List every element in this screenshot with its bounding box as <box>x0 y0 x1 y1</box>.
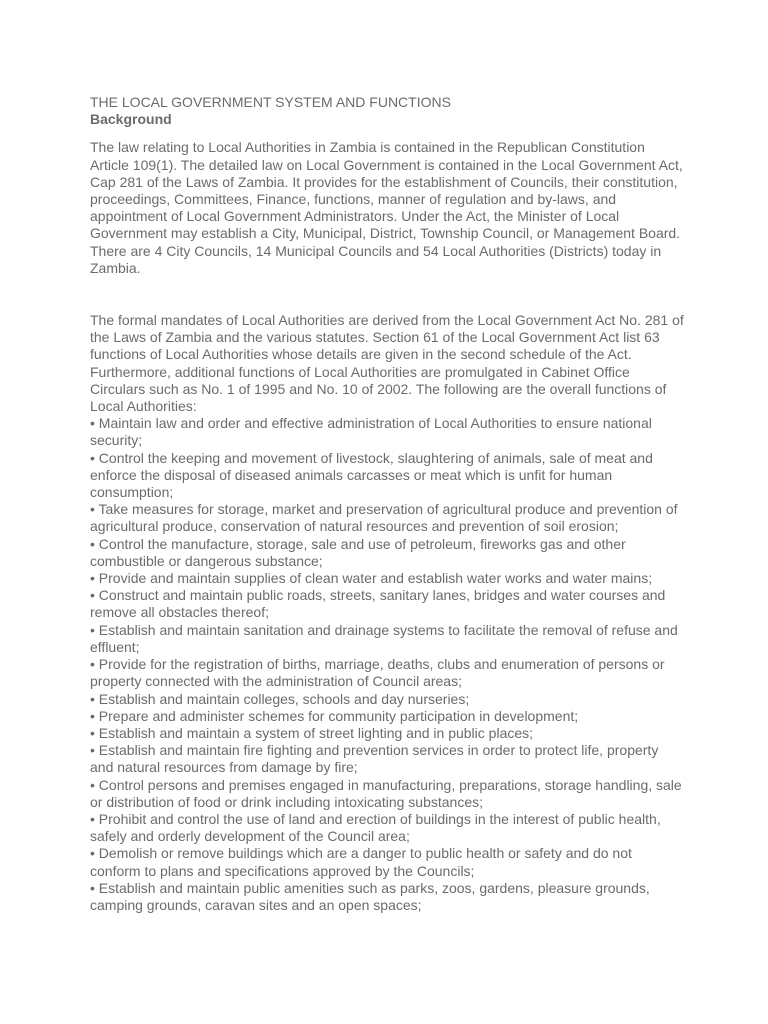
paragraph-formal-mandates: The formal mandates of Local Authorities are derived from the Local Government Act No. 281 of the Laws of Zambia and the various statutes. Section 61 of the Local Government Act list 63 functions of Local Authorities whose details are given in the second schedule of the Act. Furthermore, additional functions of Local Authorities are promulgated in Cabinet Office Circulars such as No. 1 of 1995 and No. 10 of 2002. The following are the overall functions of Local Authorities: <box>90 312 684 415</box>
list-item: • Prohibit and control the use of land and erection of buildings in the interest of public health, safely and orderly development of the Council area; <box>90 810 661 845</box>
list-item: • Control the keeping and movement of livestock, slaughtering of animals, sale of meat and enforce the disposal of diseased animals carcasses or meat which is unfit for human consumption; <box>90 449 653 501</box>
list-item: • Establish and maintain colleges, schools and day nurseries; <box>90 690 470 707</box>
section-heading-background: Background <box>90 111 172 128</box>
list-item: • Establish and maintain a system of street lighting and in public places; <box>90 724 534 741</box>
list-item: • Establish and maintain sanitation and drainage systems to facilitate the removal of refuse and effluent; <box>90 621 678 655</box>
list-item: • Provide for the registration of births, marriage, deaths, clubs and enumeration of persons or property connected with the administration of Council areas; <box>90 656 665 690</box>
list-item: • Establish and maintain public amenities such as parks, zoos, gardens, pleasure grounds, camping grounds, caravan sites and an open spaces; <box>90 879 650 913</box>
list-item: • Take measures for storage, market and preservation of agricultural produce and prevention of agricultural produce, conservation of natural resources and prevention of soil erosion; <box>90 501 678 535</box>
list-item: • Prepare and administer schemes for community participation in development; <box>90 707 579 724</box>
list-item: • Control the manufacture, storage, sale and use of petroleum, fireworks gas and other combustible or dangerous substance; <box>90 535 626 569</box>
list-item: • Demolish or remove buildings which are a danger to public health or safety and do not conform to plans and specifications approved by the Councils; <box>90 845 632 879</box>
functions-list <box>90 415 684 914</box>
list-item: • Establish and maintain fire fighting and prevention services in order to protect life, property and natural resources from damage by fire; <box>90 742 659 776</box>
document-title: THE LOCAL GOVERNMENT SYSTEM AND FUNCTIONS <box>90 94 451 110</box>
list-item: • Control persons and premises engaged in manufacturing, preparations, storage handling, sale or distribution of food or drink including intoxicating substances; <box>90 776 682 810</box>
list-item: • Construct and maintain public roads, streets, sanitary lanes, bridges and water courses and remove all obstacles thereof; <box>90 587 666 621</box>
list-item: • Maintain law and order and effective administration of Local Authorities to ensure national security; <box>90 415 652 449</box>
paragraph-legal-background: The law relating to Local Authorities in Zambia is contained in the Republican Constitution Article 109(1). The detailed law on Local Government is contained in the Local Government Act, Cap 281 of the Laws of Zambia. It provides for the establishment of Councils, their constitution, proceedings, Committees, Finance, functions, manner of regulation and by-laws, and appointment of Local Government Administrators. Under the Act, the Minister of Local Government may establish a City, Municipal, District, Township Council, or Management Board. There are 4 City Councils, 14 Municipal Councils and 54 Local Authorities (Districts) today in Zambia. <box>90 139 683 276</box>
list-item: • Provide and maintain supplies of clean water and establish water works and water mains; <box>90 570 653 587</box>
